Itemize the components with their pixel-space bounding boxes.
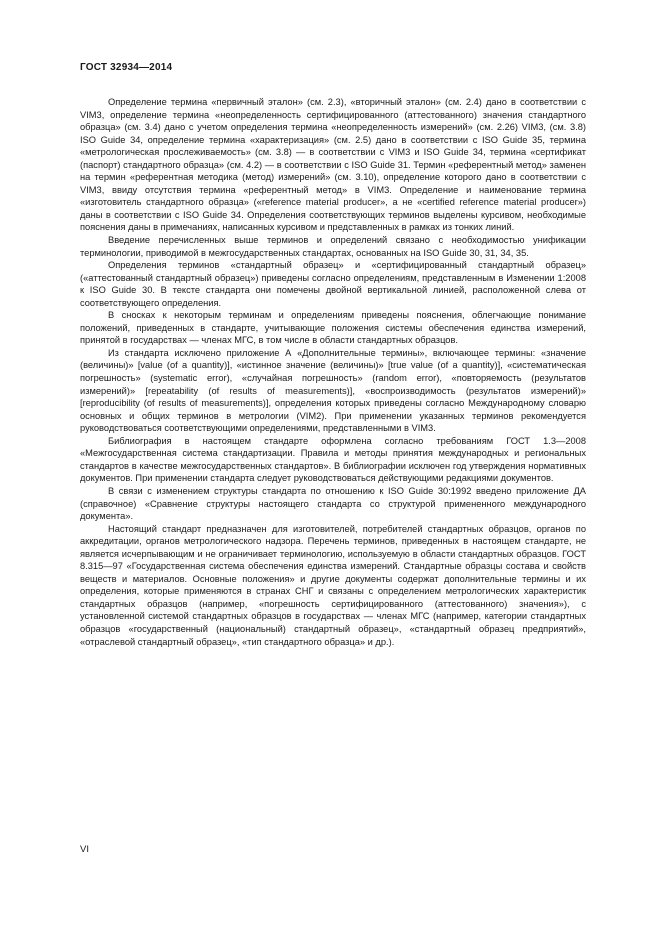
paragraph-unification: Введение перечисленных выше терминов и определений связано с необходимостью унификации терминологии, приводимой в межгосударственных стандартах, основанных на ISO Guide 30, 31, 34, 35. <box>80 235 586 258</box>
paragraph-footnotes: В сносках к некоторым терминам и определениям приведены пояснения, облегчающие понимание положений, приведенных в стандарте, учитывающие положения системы обеспечения единства измерений, принятой в государствах — членах МГС, в том числе в области стандартных образцов. <box>80 310 586 346</box>
paragraph-reference-material-definitions: Определения терминов «стандартный образец» и «сертифицированный стандартный образец» («аттестованный стандартный образец») приведены согласно определениям, представленным в Изменении 1:2008 к ISO Guide 30. В тексте стандарта они помечены двойной вертикальной линией, расположенной слева от соответствующего определения. <box>80 260 586 308</box>
page-number: VI <box>80 844 89 855</box>
document-body <box>80 96 586 648</box>
document-header: ГОСТ 32934—2014 <box>80 62 173 73</box>
paragraph-terms-definitions: Определение термина «первичный эталон» (см. 2.3), «вторичный эталон» (см. 2.4) дано в соответствии с VIM3, определение термина «неопределенность сертифицированного (аттестованного) значения стандартного образца» (см. 3.4) дано с учетом определения термина «неопределенность измерений» (см. 2.26) VIM3, (см. 3.8) ISO Guide 34, определение термина «характеризация» (см. 2.5) дано в соответствии с ISO Guide 35, термина «метрологическая прослеживаемость» (см. 3.8) — в соответствии с VIM3 и ISO Guide 34, термина «сертификат (паспорт) стандартного образца» (см. 4.2) — в соответствии с ISO Guide 31. Термин «референтный метод» заменен на термин «референтная методика (метод) измерений» (см. 3.10), определение которого дано в соответствии с VIM3, ввиду отсутствия термина «референтный метод» в VIM3. Определение и наименование термина «изготовитель стандартного образца» («reference material producer», а не «certified reference material producer») даны в соответствии с ISO Guide 34. Определения соответствующих терминов выделены курсивом, необходимые пояснения даны в примечаниях, написанных курсивом и представленных в рамках из тонких линий. <box>80 97 586 233</box>
paragraph-annex-da: В связи с изменением структуры стандарта по отношению к ISO Guide 30:1992 введено приложение ДА (справочное) «Сравнение структуры настоящего стандарта со структурой примененного международного документа». <box>80 485 586 522</box>
paragraph-bibliography: Библиография в настоящем стандарте оформлена согласно требованиям ГОСТ 1.3—2008 «Межгосударственная система стандартизации. Правила и методы принятия международных и региональных стандартов в качестве межгосударственных стандартов». В библиографии исключен год утверждения нормативных документов. При применении стандарта следует руководствоваться действующими редакциями документов. <box>80 435 586 484</box>
paragraph-excluded-annex: Из стандарта исключено приложение А «Дополнительные термины», включающее термины: «значение (величины)» [value (of a quantity)], «истинное значение (величины)» [true value (of a quantity)], «систематическая погрешность» (systematic error), «случайная погрешность» (random error), «повторяемость (результатов измерений)» [repeatability (of results of measurements)], «воспроизводимость (результатов измерений)» [reproducibility (of results of measurements)], определения которых приведены согласно Международному словарю основных и общих терминов в метрологии (VIM2). При применении указанных терминов рекомендуется руководствоваться соответствующими определениями, представленными в VIM3. <box>80 347 586 434</box>
paragraph-intended-audience: Настоящий стандарт предназначен для изготовителей, потребителей стандартных образцов, органов по аккредитации, органов метрологического надзора. Перечень терминов, приведенных в настоящем стандарте, не является исчерпывающим и не ограничивает терминологию, используемую в области стандартных образцов. ГОСТ 8.315—97 «Государственная система обеспечения единства измерений. Стандартные образцы состава и свойств веществ и материалов. Основные положения» и другие документы содержат дополнительные термины и их определения, которые применяются в странах СНГ и связаны с определением метрологических характеристик стандартных образцов (например, «погрешность сертифицированного (аттестованного) значения»), с установленной системой стандартных образцов в государствах — членах МГС (например, категории стандартных образцов «государственный (национальный) стандартный образец», «стандартный образец предприятий», «отраслевой стандартный образец», «тип стандартного образца» и др.). <box>80 523 586 647</box>
